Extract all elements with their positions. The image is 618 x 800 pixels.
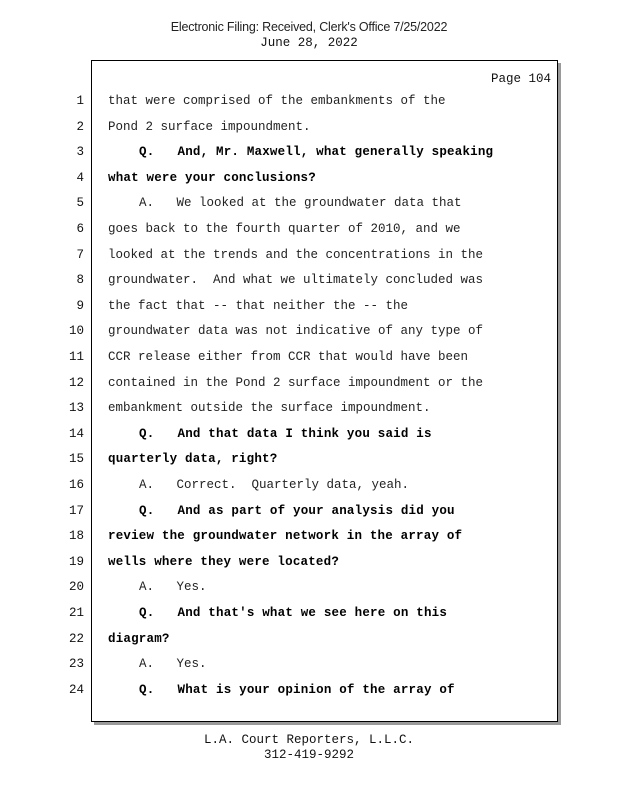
transcript-line [0, 473, 618, 499]
line-text: A. Correct. Quarterly data, yeah. [139, 478, 410, 492]
transcript-line [0, 652, 618, 678]
transcript-line [0, 217, 618, 243]
court-reporter-phone: 312-419-9292 [263, 748, 354, 762]
line-text: diagram? [108, 631, 170, 646]
line-text: Q. And, Mr. Maxwell, what generally speaking [139, 145, 494, 160]
transcript-line [0, 345, 618, 371]
line-text: embankment outside the surface impoundment. [108, 401, 431, 416]
line-number: 12 [68, 375, 84, 390]
line-number: 21 [68, 606, 84, 620]
line-text: Pond 2 surface impoundment. [108, 119, 311, 134]
line-number: 22 [68, 631, 84, 646]
line-number: 18 [68, 529, 84, 544]
transcript-line [0, 499, 618, 525]
transcript-line [0, 319, 618, 345]
line-text: looked at the trends and the concentrations in the [108, 247, 484, 262]
electronic-filing-stamp: Electronic Filing: Received, Clerk's Office 7/25/2022 [170, 20, 448, 34]
line-text: A. Yes. [139, 580, 207, 595]
transcript-line [0, 243, 618, 269]
line-text: groundwater data was not indicative of any type of [108, 324, 484, 339]
line-text: review the groundwater network in the array of [108, 529, 463, 544]
line-text: CCR release either from CCR that would have been [108, 350, 469, 364]
transcript-line [0, 115, 618, 141]
line-text: the fact that -- that neither the -- the [108, 298, 409, 313]
line-number: 6 [76, 222, 84, 236]
transcript-line [0, 601, 618, 627]
line-number: 17 [68, 503, 84, 518]
transcript-date: June 28, 2022 [260, 36, 358, 50]
line-number: 8 [76, 273, 84, 288]
line-number: 24 [68, 682, 84, 697]
line-number: 7 [76, 247, 84, 262]
line-number: 11 [68, 350, 84, 364]
line-text: Q. And that's what we see here on this [139, 606, 448, 620]
transcript-line [0, 166, 618, 192]
line-text: quarterly data, right? [108, 452, 278, 467]
line-number: 16 [68, 478, 84, 492]
line-text: A. Yes. [139, 657, 207, 672]
line-text: wells where they were located? [108, 554, 340, 569]
transcript-line [0, 447, 618, 473]
transcript-line [0, 294, 618, 320]
line-number: 4 [76, 170, 84, 185]
transcript-line [0, 268, 618, 294]
line-number: 15 [68, 452, 84, 467]
line-number: 3 [76, 145, 84, 160]
transcript-line [0, 524, 618, 550]
line-number: 20 [68, 580, 84, 595]
line-text: goes back to the fourth quarter of 2010, and we [108, 222, 461, 236]
transcript-line [0, 191, 618, 217]
transcript-line [0, 550, 618, 576]
transcript-line [0, 678, 618, 704]
line-number: 10 [68, 324, 84, 339]
line-text: Q. And that data I think you said is [139, 426, 432, 441]
line-number: 9 [76, 298, 84, 313]
court-reporter-firm: L.A. Court Reporters, L.L.C. [203, 733, 415, 747]
transcript-line [0, 140, 618, 166]
line-text: groundwater. And what we ultimately concluded was [108, 273, 484, 288]
transcript-line [0, 396, 618, 422]
transcript-line [0, 575, 618, 601]
page-number: Page 104 [490, 72, 551, 86]
transcript-line [0, 89, 618, 115]
line-number: 5 [76, 196, 84, 211]
line-number: 14 [68, 426, 84, 441]
transcript-line [0, 627, 618, 653]
line-text: Q. And as part of your analysis did you [139, 503, 455, 518]
transcript-line [0, 371, 618, 397]
line-text: contained in the Pond 2 surface impoundment or the [108, 375, 484, 390]
line-text: A. We looked at the groundwater data that [139, 196, 462, 211]
line-text: Q. What is your opinion of the array of [139, 682, 455, 697]
line-number: 23 [68, 657, 84, 672]
line-text: that were comprised of the embankments of the [108, 94, 446, 108]
line-number: 1 [76, 94, 84, 108]
line-number: 19 [68, 554, 84, 569]
line-text: what were your conclusions? [108, 170, 316, 185]
transcript-line [0, 422, 618, 448]
line-number: 13 [68, 401, 84, 416]
line-number: 2 [76, 119, 84, 134]
